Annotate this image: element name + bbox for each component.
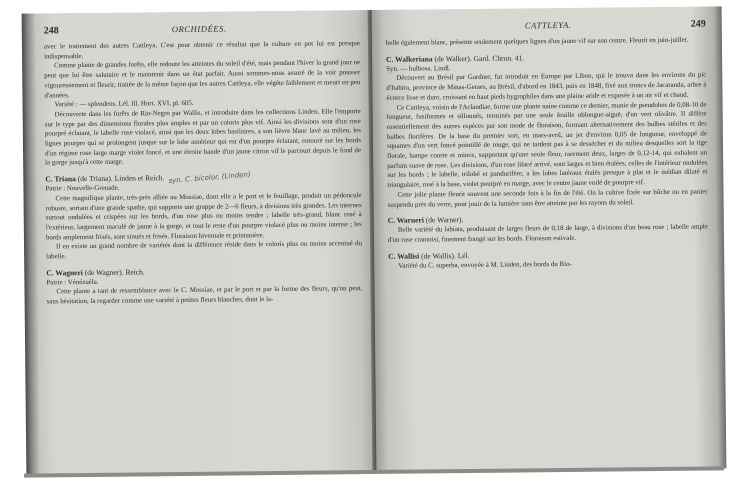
body-paragraph: Cette plante a tant de ressemblance avec le C. Mossiae, et par le port et par la forme des fleurs, qu'on peut, sans hésitation, la regarder comme une variété à petites fleurs blanches, dont le la- xyxy=(46,285,363,306)
open-book xyxy=(22,6,727,475)
body-paragraph: Variété du C. superba, envoyée à M. Linden, des bords du Rio- xyxy=(398,260,572,270)
body-paragraph: Comme plante de grandes forêts, elle redoute les atteintes du soleil d'été, mais pendant l'hiver la grand jour ne peut que lui être salutaire et le maintenir dans un état parfait. Aussi sommes-nous assuré de la voir pousser vigoureusement et fleurir, traitée de la même façon que les autres Cattleya, elle végète faiblement et meurt en peu d'années. xyxy=(44,59,361,99)
species-name: C. Wallisi xyxy=(388,251,420,261)
body-paragraph: Cette magnifique plante, très-près alliée au Mossiae, dont elle a le port et le feuillage, produit un pédoncule robuste, sortant d'une grande spathe, qui supporte une grappe de 2—6 fleurs, à divisions très grandes. Les internes surtout ondulées et crispées sur les bords, d'un rose plus ou moins tendre ; labelle très-grand, blanc rosé à l'extérieur, largement maculé de jaune à la gorge, et tout le reste d'un pourpre violacé plus ou moins intense ; les bords amplement frisés, sont sinués et frisés. Floraison hivernale et printanière. xyxy=(45,191,362,242)
species-author: (de Wagner). Reich. xyxy=(82,267,145,277)
body-paragraph: Ce Cattleya, voisin de l'Aclandiae, forme une plante naine comme ce dernier, munie de pseudobes de 0,08-10 de longueur, fusiformes et sillonnés, terminés par une seule feuille oblongue-aiguë, d'un vert olivâtre. Il diffère essentiellement des autres espèces par son mode de floraison, formant alternativement des bulbes stériles et des bulbes florifères. De la base du premier sort, en mars-avril, un jet d'environ 0,05 de longueur, enveloppé de squames d'un vert foncé pointillé de rouge, qui ne tardent pas à se dessécher et du milieu desquelles sort la tige florale, hampe courte et mince, supportant qu'une seule fleur, rarement deux, larges de 0,12-14, qui exhalent un parfum suave de rose. Les divisions, d'un rose lilacé arrivé, sont larges et bien étalées, celles de l'intérieur ondulées sur les bords ; le labelle, trilobé et pandurifère, a les lobes latéraux étalés presque à plat et le médian dilaté et triangulaire, rosé à la base, violet pourpré en marge, avec le centre jaune voilé de pourpre vif. xyxy=(386,101,708,189)
species-name: C. Triana xyxy=(45,174,76,184)
body-paragraph: belle également blanc, présente seulement quelques lignes d'un jaune vif sur son centre. Fleurit en juin-juillet. xyxy=(385,36,689,47)
left-page xyxy=(22,10,377,476)
species-name: C. Walkeriana xyxy=(386,54,433,64)
species-name: C. Wagneri xyxy=(46,267,83,278)
body-paragraph: Belle variété du labiata, produisant de larges fleurs de 0,18 de large, à divisions d'un beau rose ; labelle ample d'un rose cramoisi, finement frangé sur les bords. Floraison estivale. xyxy=(387,223,708,244)
body-paragraph: Découverte dans les forêts de Rio-Negro par Wallis, et introduite dans les collections Linden. Elle l'emporte sur le type par des dimensions florales plus amples et par un coloris plus vif. Ainsi les divisions sont d'un rose pourpré éclatant, le labelle rose violacé, ainsi que les deux lobes basilaires, a son lièvre blanc lavé au milieu, les lignes pourpre qui se prolongent jusque sur le lobe antérieur qui est d'un pourpre éclatant, entouré sur les bords d'un régime rose large marge violet foncé, et une étroite bande d'un jaune citron vif le parcourt depuis le fond de la gorge jusqu'à cette marge. xyxy=(44,108,362,167)
species-author: (de Wallis). Lél. xyxy=(419,250,470,261)
species-author: (de Warner). xyxy=(423,215,464,225)
right-running-head: CATTLEYA. xyxy=(524,19,572,31)
left-page-header xyxy=(44,22,360,36)
species-author: (de Walker). Gard. Chron. 41. xyxy=(432,53,525,64)
body-paragraph: Variété : — splendens. Lél. Ill. Hort. XVI, pl. 605. xyxy=(54,100,194,109)
left-page-number: 248 xyxy=(43,25,59,37)
species-author: (de Triana). Linden et Reich. xyxy=(75,173,165,184)
right-page-body xyxy=(386,36,708,272)
left-running-head: ORCHIDÉES. xyxy=(171,23,227,35)
body-paragraph: Découvert au Brésil par Gardner, fut introduit en Europe par Libon, qui le trouva dans les environs du pic d'Itabira, province de Minas-Geraes, au Brésil, d'abord en 1843, puis en 1848, fixé aux troncs de Jacaranda, arbre à écorce lisse et dure, croissant en haut pieds hygrophiles dans une plaine aride et exposée à un air vif et chaud. xyxy=(386,71,707,102)
right-page xyxy=(372,6,727,472)
body-paragraph: Il en existe un grand nombre de variétés dont la différence réside dans le coloris plus ou moins accentué du labelle. xyxy=(46,240,363,261)
body-paragraph: avec le traitement des autres Cattleya. C'est pour obtenir ce résultat que la culture en pot lui est presque indispensable. xyxy=(43,40,360,61)
body-paragraph: Patrie : Nouvelle-Grenade. xyxy=(45,184,120,193)
species-name: C. Warneri xyxy=(387,215,424,226)
handwritten-annotation: syn. C. bicolor, (Linden) xyxy=(168,170,252,186)
body-paragraph: Cette jolie plante fleurit souvent une seconde fois à la fin de l'été. On la cultive fixée sur bûche ou en panier suspendu près du verre, pour jouir de la lumière sans être atteinte par les rayons du soleil. xyxy=(387,188,708,209)
left-page-body xyxy=(44,39,363,307)
body-paragraph: Syn. — bulbosa. Lindl. xyxy=(386,64,451,73)
body-paragraph: Patrie : Vénézuéla. xyxy=(46,278,99,287)
right-page-header xyxy=(386,19,706,33)
right-page-number: 249 xyxy=(690,18,706,30)
